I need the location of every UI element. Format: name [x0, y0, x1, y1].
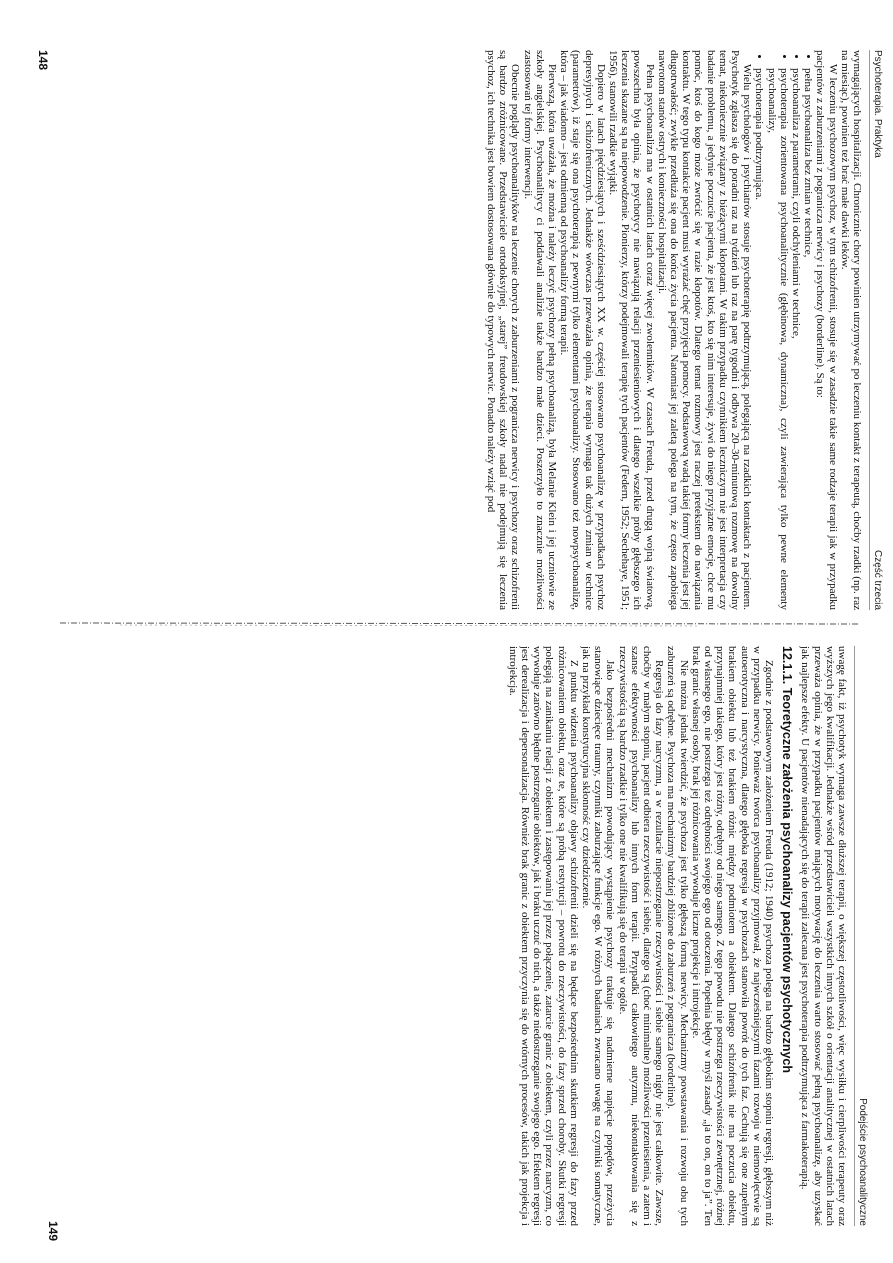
list-item: • psychoanaliza z parametrami, czyli odchyleniami w technice,: [790, 68, 802, 610]
paragraph: W leczeniu psychozowym psychoz, w tym schizofrenii, stosuje się w zasadzie takie same rodzaje terapii jak w przypadku pacjentów z zaburzeniami z pogranicza nerwicy i psychozy (borderline). Są to:: [814, 50, 839, 610]
right-page-header: [854, 646, 868, 1226]
left-header-title: Psychoterapia. Praktyka: [872, 50, 883, 158]
page-fold-line: [0, 616, 893, 630]
left-header-part: Część trzecia: [872, 549, 883, 610]
paragraph: Regresja do fazy narcyzmu, a w rezultacie niepostrzeganie rzeczywistości i siebie samego nigdy nie jest całkowite. Zawsze, choćby w małym stopniu, pacjent odbiera rzeczywistość i siebie, dlatego są (choć minimalne) możliwości przeniesienia, a zatem i szanse efektywności psychoanalizy lub innych form terapii. Przypadki całkowitego autyzmu, niekontaktowania się z rzeczywistością są bardzo rzadkie i tylko one nie kwalifikują się do terapii w ogóle.: [616, 646, 666, 1226]
left-page-header: [869, 50, 883, 610]
page-number: 149: [46, 1221, 60, 1242]
right-header-title: Podejście psychoanalityczne: [857, 1098, 868, 1226]
bullet-list: [753, 50, 814, 610]
left-page: [0, 0, 893, 620]
paragraph: uwagę fakt, iż psychotyk wymaga zawsze dłuższej terapii, o większej częstotliwości, więc wysiłku i cierpliwości terapeuty oraz wyższych jego kwalifikacji. Jednakże wśród przedstawicieli wszystkich innych szkół o orientacji analitycznej w ostatnich latach przeważa opinia, że w przypadku pacjentów mających motywację do leczenia warto stosować pełną psychoanalizę, aby uzyskać jak najlepsze efekty. U pacjentów nienadających się do terapii zalecana jest psychoterapia podtrzymująca z farmakoterapią.: [799, 646, 848, 1226]
right-page-body: [58, 646, 848, 1226]
paragraph: Dopiero w latach pięćdziesiątych i sześćdziesiątych XX w. częściej stosowano psychoanalizę w przypadkach psychoz depresyjnych i schizofrenicznych. Jednakże wówczas przeważała opinia, że terapia wymaga tak dużych zmian w technice (parametrów), iż staje się ona psychoterapią z pewnymi tylko elementami psychoanalizy. Stosowano też nowpsychoanalizę, która – jak wiadomo – jest odmienną od psychoanalizy formą terapii.: [558, 50, 607, 610]
list-item: • pełna psychoanaliza bez zmian w technice,: [802, 68, 814, 610]
left-page-body: [83, 50, 863, 610]
right-page: [0, 636, 893, 1263]
list-item: • psychoterapia zorientowana psychoanalitycznie (głębinowa, dynamiczna), czyli zawierająca tylko pewne elementy psychoanalizy,: [765, 68, 789, 610]
paragraph: Z punktu widzenia psychoanalizy objawy schizofrenii dzieli się na będące bezpośrednim skutkiem regresji do fazy przed różnicowaniem obiektu, oraz te, które są próbą restytucji – powrotu do rzeczywistości, do fazy sprzed choroby. Skutki regresji polegają na zanikaniu relacji z obiektem i zastępowaniu jej przez połączenie, zatarcie granic z obiektem, czyli przez narcyzm, co wywołuje zarówno błędne postrzeganie obiektów, jak i braku uczuć do nich, a także niedostrzeganie swojego ego. Efektem regresji jest derealizacja i depersonalizacja. Również brak granic z obiektem przyczynia się do wtórnych procesów, takich jak projekcja i introjekcja.: [506, 646, 580, 1226]
paragraph: Zgodnie z podstawowym założeniem Freuda (1912; 1940) psychoza polega na bardzo głębokim stopniu regresji, głębszym niż w przypadku nerwicy. Ponieważ twórca psychoanalizy przyjmował, że najwcześniejszymi fazami rozwoju w niemowlęctwie są autoerotyczna i narcystyczna, dlatego głęboka regresja w psychozach stanowiła powrót do tych faz. Cechują się one zupełnym brakiem obiektu lub też brakiem różnic między podmiotem a obiektem. Dlatego schizofrenik nie ma poczucia obiektu, przynajmniej takiego, który jest różny, odrębny od niego samego. Z tego powodu nie postrzega rzeczywistości zewnętrznej, różnej od własnego ego, nie postrzega też odrębności swojego ego od otoczenia. Popełnia błędy w myśl zasady „ja to on, on to ja”. Ten brak granic własnej osoby, brak jej różnicowania wywołuje liczne projekcje i introjekcje.: [689, 646, 775, 1226]
paragraph: Nie można jednak twierdzić, że psychoza jest tylko głębszą formą nerwicy. Mechanizmy powstawania i rozwoju obu tych zaburzeń są odrębne. Psychoza ma mechanizmy bardziej zbliżone do zaburzeń z pogranicza (borderline).: [665, 646, 690, 1226]
paragraph: Wielu psychologów i psychiatrów stosuje psychoterapię podtrzymującą, polegającą na rzadkich kontaktach z pacjentem. Psychotyk zgłasza się do poradni raz na tydzień lub raz na parę tygodni i odbywa 20–30-minutową rozmowę na dowolny temat, niekoniecznie związany z bieżącymi kłopotami. W takim przypadku czynnikiem leczniczym nie jest interpretacja czy badanie problemu, a jedynie poczucie pacjenta, że jest ktoś, kto się nim interesuje, żywi do niego przyjazne emocje, chce mu pomóc, ktoś do kogo może zwrócić się w razie kłopotów. Dlatego temat rozmowy jest raczej pretekstem do nawiązania kontaktu. W tego typu kontakcie pacjent musi wyrażać chęć przyjęcia pomocy. Podstawową wadą takiej formy leczenia jest jej długotrwałość; zwykle przedłuża się ona do końca życia pacjenta. Natomiast jej zaletą polega na tym, że często zapobiega nawrotom stanów ostrych i konieczności hospitalizacji.: [655, 50, 754, 610]
paragraph: wymagających hospitalizacji. Chronicznie chory powinien utrzymywać po leczeniu kontakt z terapeutą, choćby rzadki (np. raz na miesiąc), powinien też brać małe dawki leków.: [838, 50, 863, 610]
list-item: • psychoterapia podtrzymująca.: [753, 68, 765, 610]
paragraph: Pierwszą, która uważała, że można i należy leczyć psychozy pełną psychoanalizą, była Melanie Klein i jej uczniowie ze szkoły angielskiej. Psychoanalitycy ci poddawali analizie także bardzo małe dzieci. Poszerzyło to znacznie możliwości zastosowań tej formy interwencji.: [521, 50, 558, 610]
section-heading: 12.1.1. Teoretyczne założenia psychoanalizy pacjentów psychotycznych: [780, 646, 795, 1074]
paragraph: Pełna psychoanaliza ma w ostatnich latach coraz więcej zwolenników. W czasach Freuda, przed drugą wojną światową, powszechna była opinia, że psychotycy nie nawiązują relacji przeniesieniowych i dlatego wszelkie próby głębszego ich leczenia skazane są na niepowodzenie. Pionierzy, którzy podejmowali terapię tych pacjentów (Federn, 1952; Sechehaye, 1951; 1956), stanowili rzadkie wyjątki.: [606, 50, 656, 610]
paragraph: Jako bezpośredni mechanizm powodujący wystąpienie psychozy traktuje się nadmierne napięcie popędów, przeżycia stanowiące dziecięce traumy, czynniki zaburzające funkcje ego. W różnych badaniach zwracano uwagę na czynniki somatyczne, jak na przykład konstytucyjna skłonność czy dziedziczenie.: [579, 646, 617, 1226]
page-number: 148: [36, 50, 50, 71]
paragraph: Obecnie poglądy psychoanalityków na leczenie chorych z zaburzeniami z pogranicza nerwicy i psychozy oraz schizofrenii są bardzo zróżnicowane. Przedstawiciele ortodoksyjnej, „starej” freudowskiej szkoły nadal nie podejmują się leczenia psychoz, ich technika jest bowiem dostosowana głównie do typowych nerwic. Ponadto należy wziąć pod: [484, 50, 522, 610]
